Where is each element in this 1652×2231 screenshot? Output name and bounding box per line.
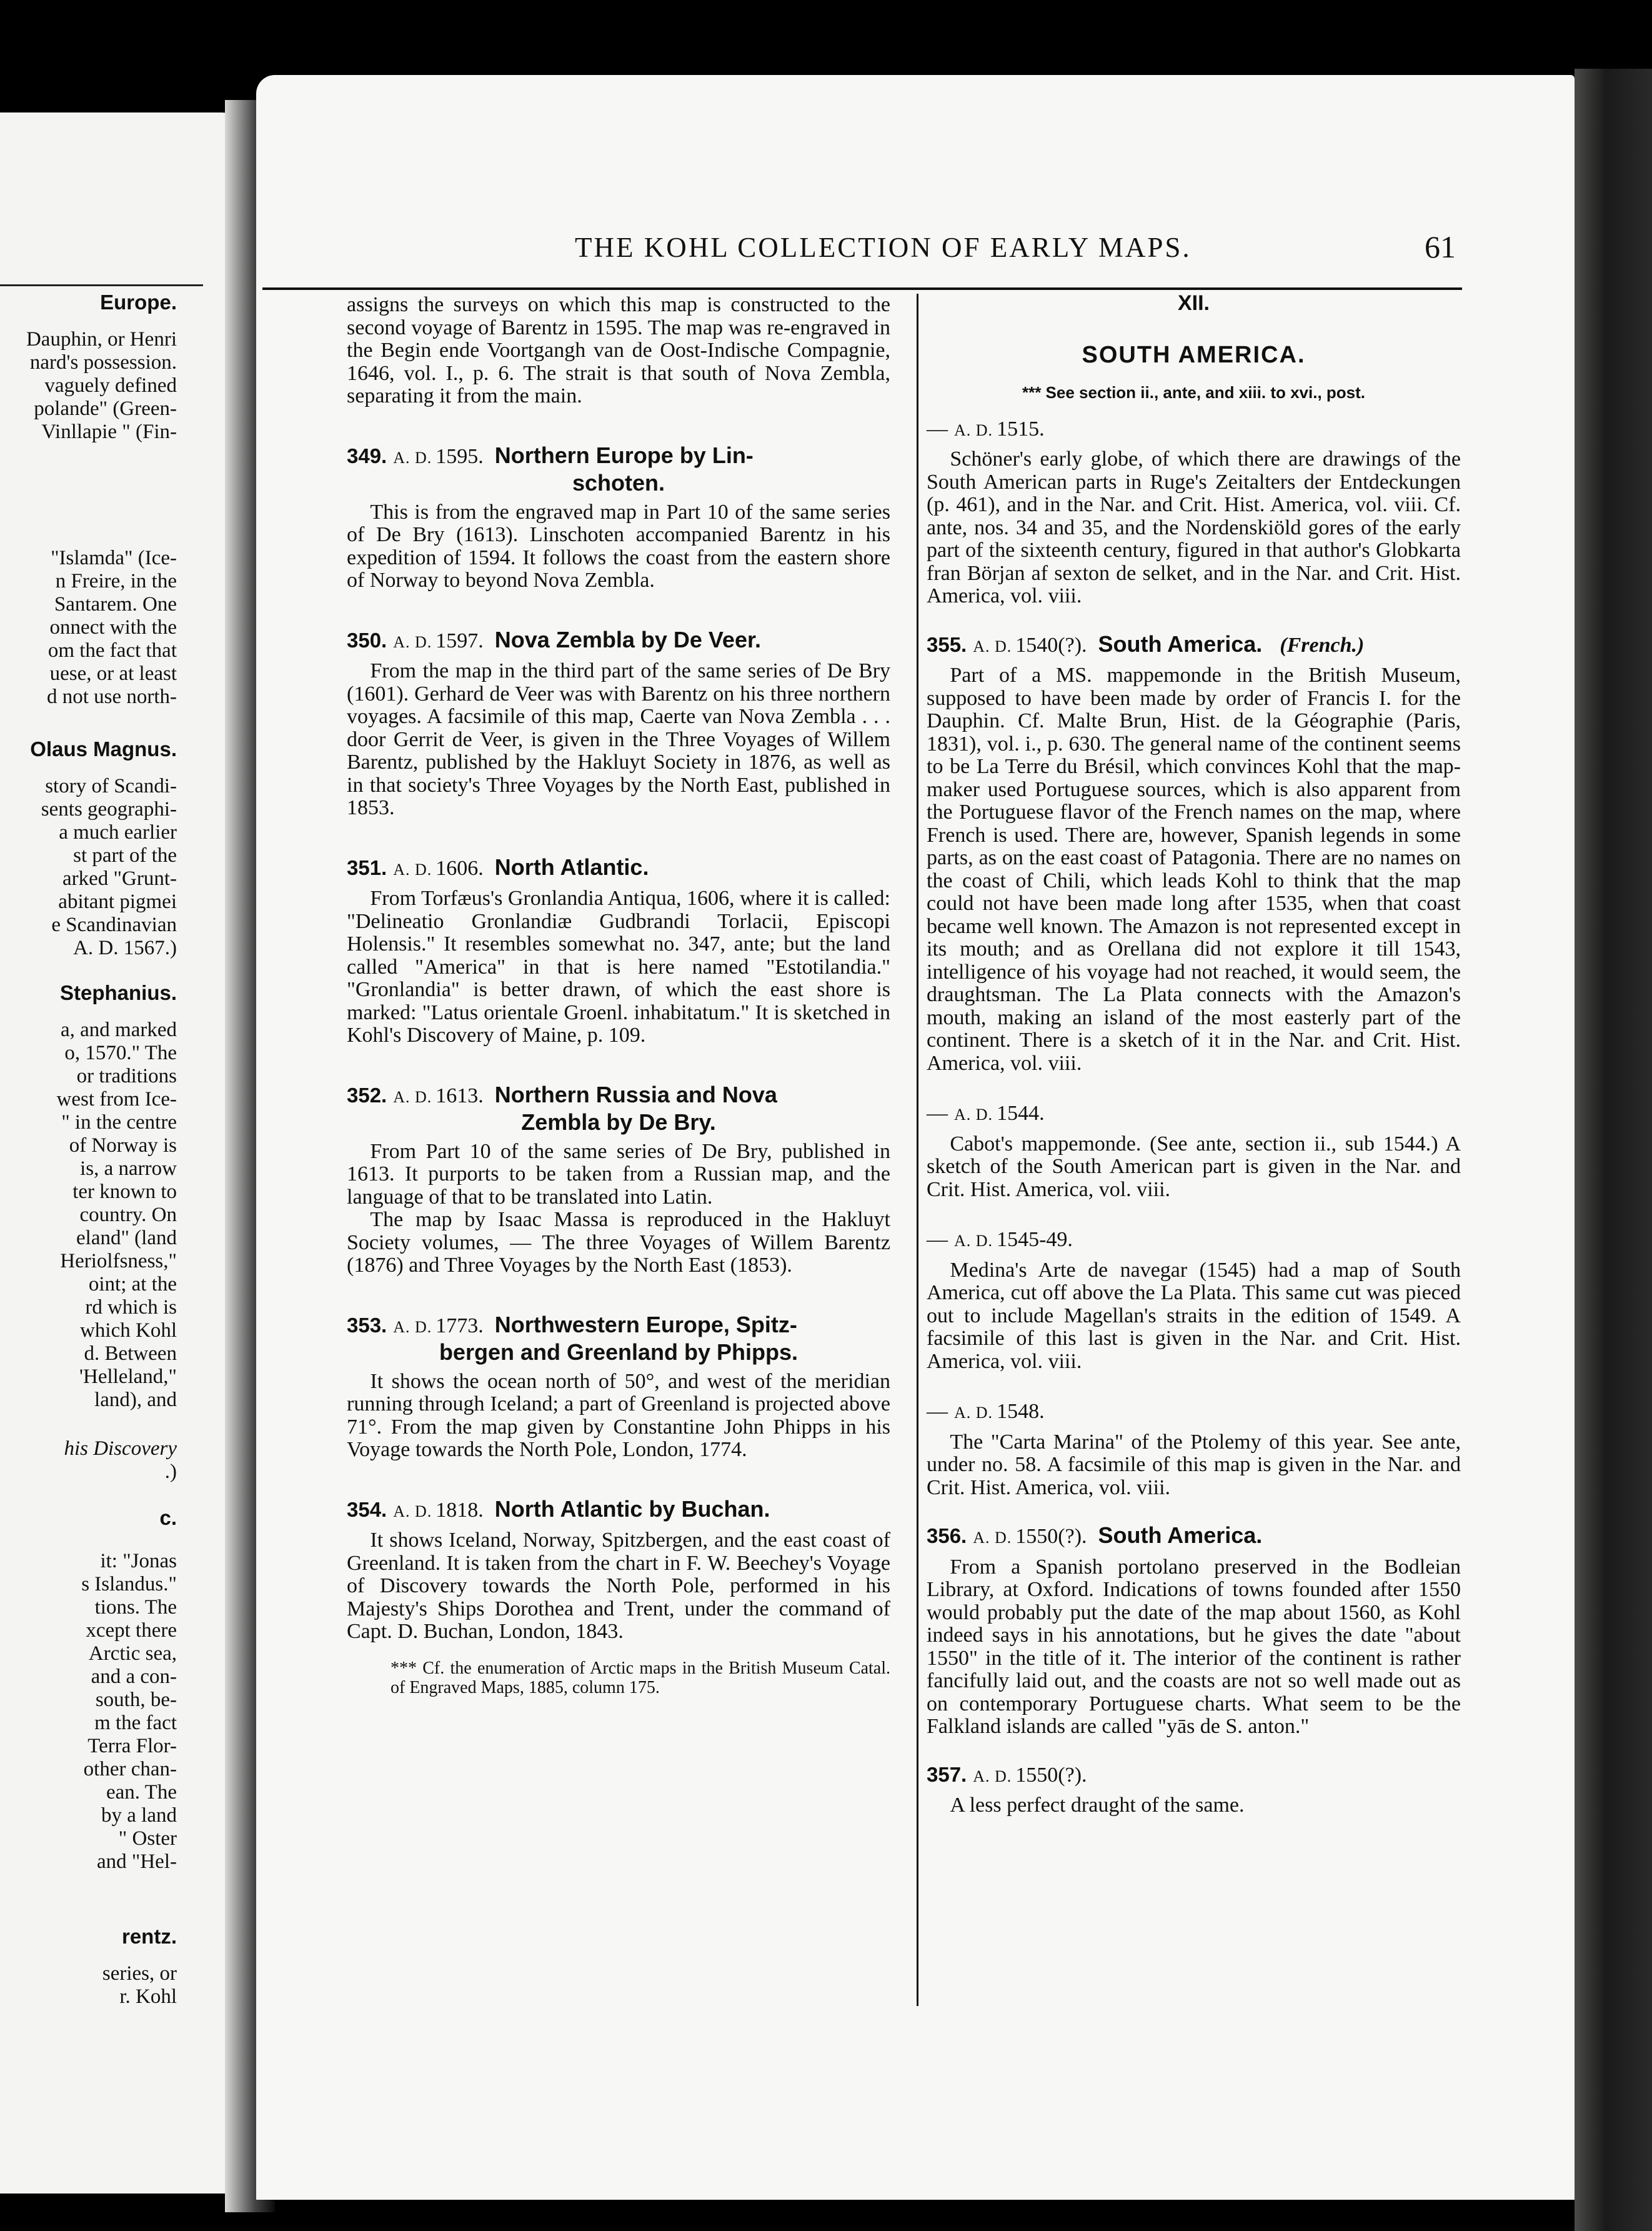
entry-number: 354. [347, 1497, 387, 1521]
entry-number: 352. [347, 1083, 387, 1107]
entry-title-continued: Zembla by De Bry. [521, 1109, 716, 1135]
entry-paragraph: It shows the ocean north of 50°, and west of the meridian running through Iceland; a part of Greenland is projected above 71°. From the map given by Constantine John Phipps in his Voyage towards the North Pole, London, 1774. [347, 1369, 890, 1461]
facing-page-line: " Oster [118, 1827, 177, 1850]
entry-ad: A. D. [393, 1087, 432, 1106]
facing-page-line: tions. The [94, 1596, 177, 1619]
facing-page-line: ter known to [72, 1180, 177, 1203]
entry-paragraph: From a Spanish portolano preserved in the Bodleian Library, at Oxford. Indications of towns founded after 1550 would probably put the date of the map about 1560, as Kohl indeed says in his annotations, but he gives the date "about 1550" in the title of it. The interior of the continent is rather fancifully laid out, and the coasts are not so well made out as on contemporary Portuguese charts. What seem to be the Falkland islands are called "yās de S. anton." [927, 1555, 1461, 1738]
facing-page-line: uese, or at least [49, 662, 177, 685]
facing-page-line: nard's possession. [29, 351, 177, 374]
entry-paragraph: This is from the engraved map in Part 10 of the same series of De Bry (1613). Linschoten accompanied Barentz in his expedition of 1594. It follows the coast from the eastern shore of Norway to beyond Nova Zembla. [347, 500, 890, 592]
entry-ad: A. D. [973, 637, 1012, 656]
facing-page-line: Dauphin, or Henri [26, 328, 177, 351]
header-rule [262, 287, 1462, 290]
facing-page-line: om the fact that [47, 639, 177, 662]
facing-page-line: eland" (land [76, 1227, 177, 1249]
facing-page-line: by a land [101, 1804, 177, 1827]
footnote: *** Cf. the enumeration of Arctic maps in the British Museum Catal. of Engraved Maps, 1885, column 175. [391, 1658, 890, 1697]
entry-ad: A. D. [393, 632, 432, 651]
dated-item [927, 1102, 1461, 1201]
entry-349 [347, 444, 890, 592]
facing-page-line: xcept there [86, 1619, 177, 1642]
entry-355 [927, 633, 1461, 1076]
entry-title: South America. [1098, 631, 1263, 657]
entry-351 [347, 856, 890, 1047]
facing-page-line: d. Between [84, 1342, 177, 1365]
facing-page-line: country. On [79, 1204, 177, 1226]
dated-item [927, 1229, 1461, 1373]
facing-page-line: which Kohl [80, 1319, 177, 1342]
entry-title: Nova Zembla by De Veer. [494, 626, 761, 652]
facing-page-line: Vinllapie " (Fin- [41, 421, 177, 443]
facing-page-line: Santarem. One [54, 593, 177, 616]
dated-item [927, 418, 1461, 608]
entry-number: 349. [347, 444, 387, 467]
facing-page-line: oint; at the [88, 1273, 177, 1295]
entry-paragraph: It shows Iceland, Norway, Spitzbergen, and the east coast of Greenland. It is taken from the chart in F. W. Beechey's Voyage of Discovery towards the North Pole, performed in his Majesty's Ships Dorothea and Trent, under the command of Capt. D. Buchan, London, 1843. [347, 1529, 890, 1643]
facing-page-line: s Islandus." [81, 1573, 177, 1595]
item-paragraph: Cabot's mappemonde. (See ante, section ii., sub 1544.) A sketch of the South American part is given in the Nar. and Crit. Hist. America, vol. viii. [927, 1132, 1461, 1201]
running-head: THE KOHL COLLECTION OF EARLY MAPS. [575, 232, 1192, 263]
entry-year: 1595. [435, 444, 484, 468]
item-year: 1515. [997, 417, 1045, 441]
facing-page-line: Terra Flor- [87, 1735, 177, 1757]
facing-page-line: south, be- [95, 1689, 177, 1711]
entry-title-continued: schoten. [572, 470, 665, 496]
entry-353 [347, 1311, 890, 1462]
facing-page-line: of Norway is [69, 1134, 177, 1157]
entry-paragraph: A less perfect draught of the same. [950, 1794, 1245, 1817]
entry-350 [347, 626, 890, 820]
dash-mark: — [927, 1228, 948, 1251]
entry-year: 1613. [435, 1084, 484, 1107]
entry-356 [927, 1524, 1461, 1739]
entry-paragraph: Part of a MS. mappemonde in the British Museum, supposed to have been made by order of Francis I. for the Dauphin. Cf. Malte Brun, Hist. de la Géographie (Paris, 1831), vol. i., p. 630. The general name of the continent seems to be La Terre du Brésil, which convinces Kohl that the map-maker used Portuguese sources, which is also apparent from the Portuguese flavor of the French names on the map, where French is used. There are, however, Spanish legends in some parts, as on the east coast of Patagonia. There are no names on the coast of Chili, which leads Kohl to think that the map could not have been made long after 1535, when that coast became well known. The Amazon is not represented except in its mouth; and as Orellana did not explore it till 1543, intelligence of his voyage had not reached, it would seem, the draughtsman. The La Plata connects with the Amazon's mouth, making an island of the most easterly part of the continent. There is a sketch of it in the Nar. and Crit. Hist. America, vol. viii. [927, 664, 1461, 1075]
item-paragraph: Schöner's early globe, of which there are drawings of the South American parts in Ruge's Zeitalters der Entdeckungen (p. 461), and in the Nar. and Crit. Hist. America, vol. viii. Cf. ante, nos. 34 and 35, and the Nordenskiöld gores of the early part of the sixteenth century, figured in that author's Globkarta fran Början af sexton de selket, and in the Nar. and Crit. Hist. America, vol. viii. [927, 447, 1461, 607]
dated-item [927, 1400, 1461, 1499]
facing-page-line: Olaus Magnus. [30, 737, 177, 761]
entry-year: 1773. [435, 1314, 484, 1337]
facing-page-line: ean. The [106, 1781, 177, 1804]
entry-year: 1550(?). [1015, 1525, 1087, 1548]
entry-year: 1818. [435, 1498, 484, 1522]
entry-ad: A. D. [393, 448, 432, 467]
facing-page-line: is, a narrow [80, 1157, 177, 1180]
facing-page-line: d not use north- [46, 686, 177, 708]
left-column [347, 294, 890, 1697]
entry-ad: A. D. [393, 860, 432, 879]
facing-page-line: story of Scandi- [45, 775, 177, 797]
facing-page-line: or traditions [76, 1065, 177, 1087]
facing-page-line: sents geographi- [41, 798, 177, 821]
dash-mark: — [927, 1102, 948, 1125]
dash-mark: — [927, 1400, 948, 1423]
entry-352 [347, 1081, 890, 1277]
facing-page-line: west from Ice- [56, 1088, 177, 1111]
item-ad: A. D. [954, 421, 993, 439]
facing-page-line: abitant pigmei [58, 891, 177, 913]
item-ad: A. D. [954, 1404, 993, 1422]
entry-ad: A. D. [973, 1767, 1012, 1785]
right-column [927, 291, 1461, 1817]
facing-page-line: Heriolfsness," [60, 1250, 177, 1272]
facing-page-line: .) [164, 1460, 177, 1483]
facing-page-line: r. Kohl [119, 1985, 177, 2008]
item-ad: A. D. [954, 1106, 993, 1124]
facing-page-line: land), and [94, 1389, 177, 1411]
entry-ad: A. D. [973, 1529, 1012, 1547]
facing-page-line: and "Hel- [96, 1850, 177, 1873]
continuation-paragraph: assigns the surveys on which this map is constructed to the second voyage of Barentz in 1595. The map was re-engraved in the Begin ende Voortgangh van de Oost-Indische Compagnie, 1646, vol. I., p. 6. The strait is that south of Nova Zembla, separating it from the main. [347, 293, 890, 407]
entry-paragraph: From Torfæus's Gronlandia Antiqua, 1606, where it is called: "Delineatio Gronlandiæ Gudbrandi Torlacii, Episcopi Holensis." It resembles somewhat no. 347, ante; but the land called "America" in that is here named "Estotilandia." "Gronlandia" is better drawn, of which the east shore is marked: "Latus orientale Groenl. inhabitatum." It is sketched in Kohl's Discovery of Maine, p. 109. [347, 887, 890, 1047]
facing-page-line: 'Helleland," [79, 1365, 177, 1388]
page-number: 61 [1425, 229, 1456, 264]
entry-title-continued: bergen and Greenland by Phipps. [439, 1339, 799, 1365]
section-number: XII. [1177, 291, 1210, 315]
facing-page-line: series, or [102, 1962, 177, 1985]
facing-page-line: Europe. [100, 291, 177, 314]
entry-paragraph: From the map in the third part of the same series of De Bry (1601). Gerhard de Veer was with Barentz on his three northern voyages. A facsimile of this map, Caerte van Nova Zembla . . . door Gerrit de Veer, is given in the Three Voyages of Willem Barentz, published by the Hakluyt Society in 1876, as well as in that society's Three Voyages by the North East, published in 1853. [347, 659, 890, 819]
facing-page-line: Stephanius. [59, 981, 177, 1004]
item-ad: A. D. [954, 1232, 993, 1250]
entry-title: North Atlantic. [494, 854, 649, 880]
facing-page-line: A. D. 1567.) [73, 937, 177, 959]
entry-year: 1550(?). [1015, 1763, 1087, 1787]
entry-number: 357. [927, 1762, 967, 1786]
facing-page-line: and a con- [91, 1665, 177, 1688]
facing-page-line: rd which is [85, 1296, 177, 1319]
facing-page-line: onnect with the [49, 616, 177, 639]
entry-year: 1606. [435, 856, 484, 880]
book-edge [1575, 69, 1652, 2231]
facing-page-line: " in the centre [61, 1111, 177, 1134]
facing-page-line: e Scandinavian [51, 914, 177, 936]
section-title: SOUTH AMERICA. [1082, 341, 1306, 368]
item-paragraph: The "Carta Marina" of the Ptolemy of this year. See ante, under no. 58. A facsimile of this map is given in the Nar. and Crit. Hist. America, vol. viii. [927, 1430, 1461, 1499]
facing-page-fragment [0, 112, 247, 2194]
facing-page-line: m the fact [94, 1712, 177, 1734]
facing-page-line: vaguely defined [44, 374, 177, 397]
facing-page-line: Arctic sea, [88, 1642, 177, 1665]
facing-page-line: other chan- [83, 1758, 177, 1780]
entry-title: North Atlantic by Buchan. [494, 1495, 770, 1522]
facing-page-line: st part of the [73, 844, 177, 867]
item-year: 1544. [997, 1102, 1045, 1125]
entry-number: 351. [347, 856, 387, 879]
dash-mark: — [927, 417, 948, 441]
facing-page-rule [0, 284, 203, 286]
entry-title: Northern Europe by Lin- [494, 442, 754, 468]
entry-year: 1540(?). [1015, 633, 1087, 657]
facing-page-line: it: "Jonas [100, 1550, 177, 1572]
entry-title: South America. [1098, 1522, 1263, 1548]
facing-page-line: c. [159, 1506, 177, 1529]
entry-title: Northern Russia and Nova [494, 1081, 777, 1107]
entry-ad: A. D. [393, 1502, 432, 1520]
facing-page-line: o, 1570." The [64, 1042, 177, 1064]
entry-number: 355. [927, 632, 967, 656]
column-rule [917, 294, 918, 2006]
facing-page-line: a much earlier [59, 821, 177, 844]
item-year: 1545-49. [997, 1228, 1073, 1251]
entry-title: Northwestern Europe, Spitz- [494, 1311, 797, 1337]
entry-357 [927, 1764, 1461, 1817]
entry-number: 350. [347, 628, 387, 652]
entry-year: 1597. [435, 629, 484, 652]
entry-ad: A. D. [393, 1317, 432, 1336]
facing-page-line: polande" (Green- [34, 397, 177, 420]
item-year: 1548. [997, 1400, 1045, 1423]
entry-paragraph: The map by Isaac Massa is reproduced in the Hakluyt Society volumes, — The three Voyages of Willem Barentz (1876) and Three Voyages by the North East (1853). [347, 1208, 890, 1277]
facing-page-line: rentz. [121, 1925, 177, 1948]
facing-page-line: a, and marked [61, 1019, 177, 1041]
facing-page-line: his Discovery [64, 1437, 177, 1460]
item-paragraph: Medina's Arte de navegar (1545) had a map of South America, cut off above the La Plata. This same cut was pieced out to include Magellan's straits in the edition of 1549. A facsimile of this last is given in the Nar. and Crit. Hist. America, vol. viii. [927, 1258, 1461, 1373]
entry-title-extra: (French.) [1280, 633, 1365, 657]
entry-354 [347, 1495, 890, 1644]
section-note: *** See section ii., ante, and xiii. to xvi., post. [1022, 383, 1366, 402]
entry-paragraph: From Part 10 of the same series of De Bry, published in 1613. It purports to be taken from a Russian map, and the language of that to be translated into Latin. [347, 1139, 890, 1209]
entry-number: 353. [347, 1313, 387, 1337]
entry-number: 356. [927, 1524, 967, 1547]
facing-page-line: arked "Grunt- [62, 867, 177, 890]
facing-page-line: n Freire, in the [55, 570, 177, 592]
facing-page-line: "Islamda" (Ice- [51, 547, 177, 569]
